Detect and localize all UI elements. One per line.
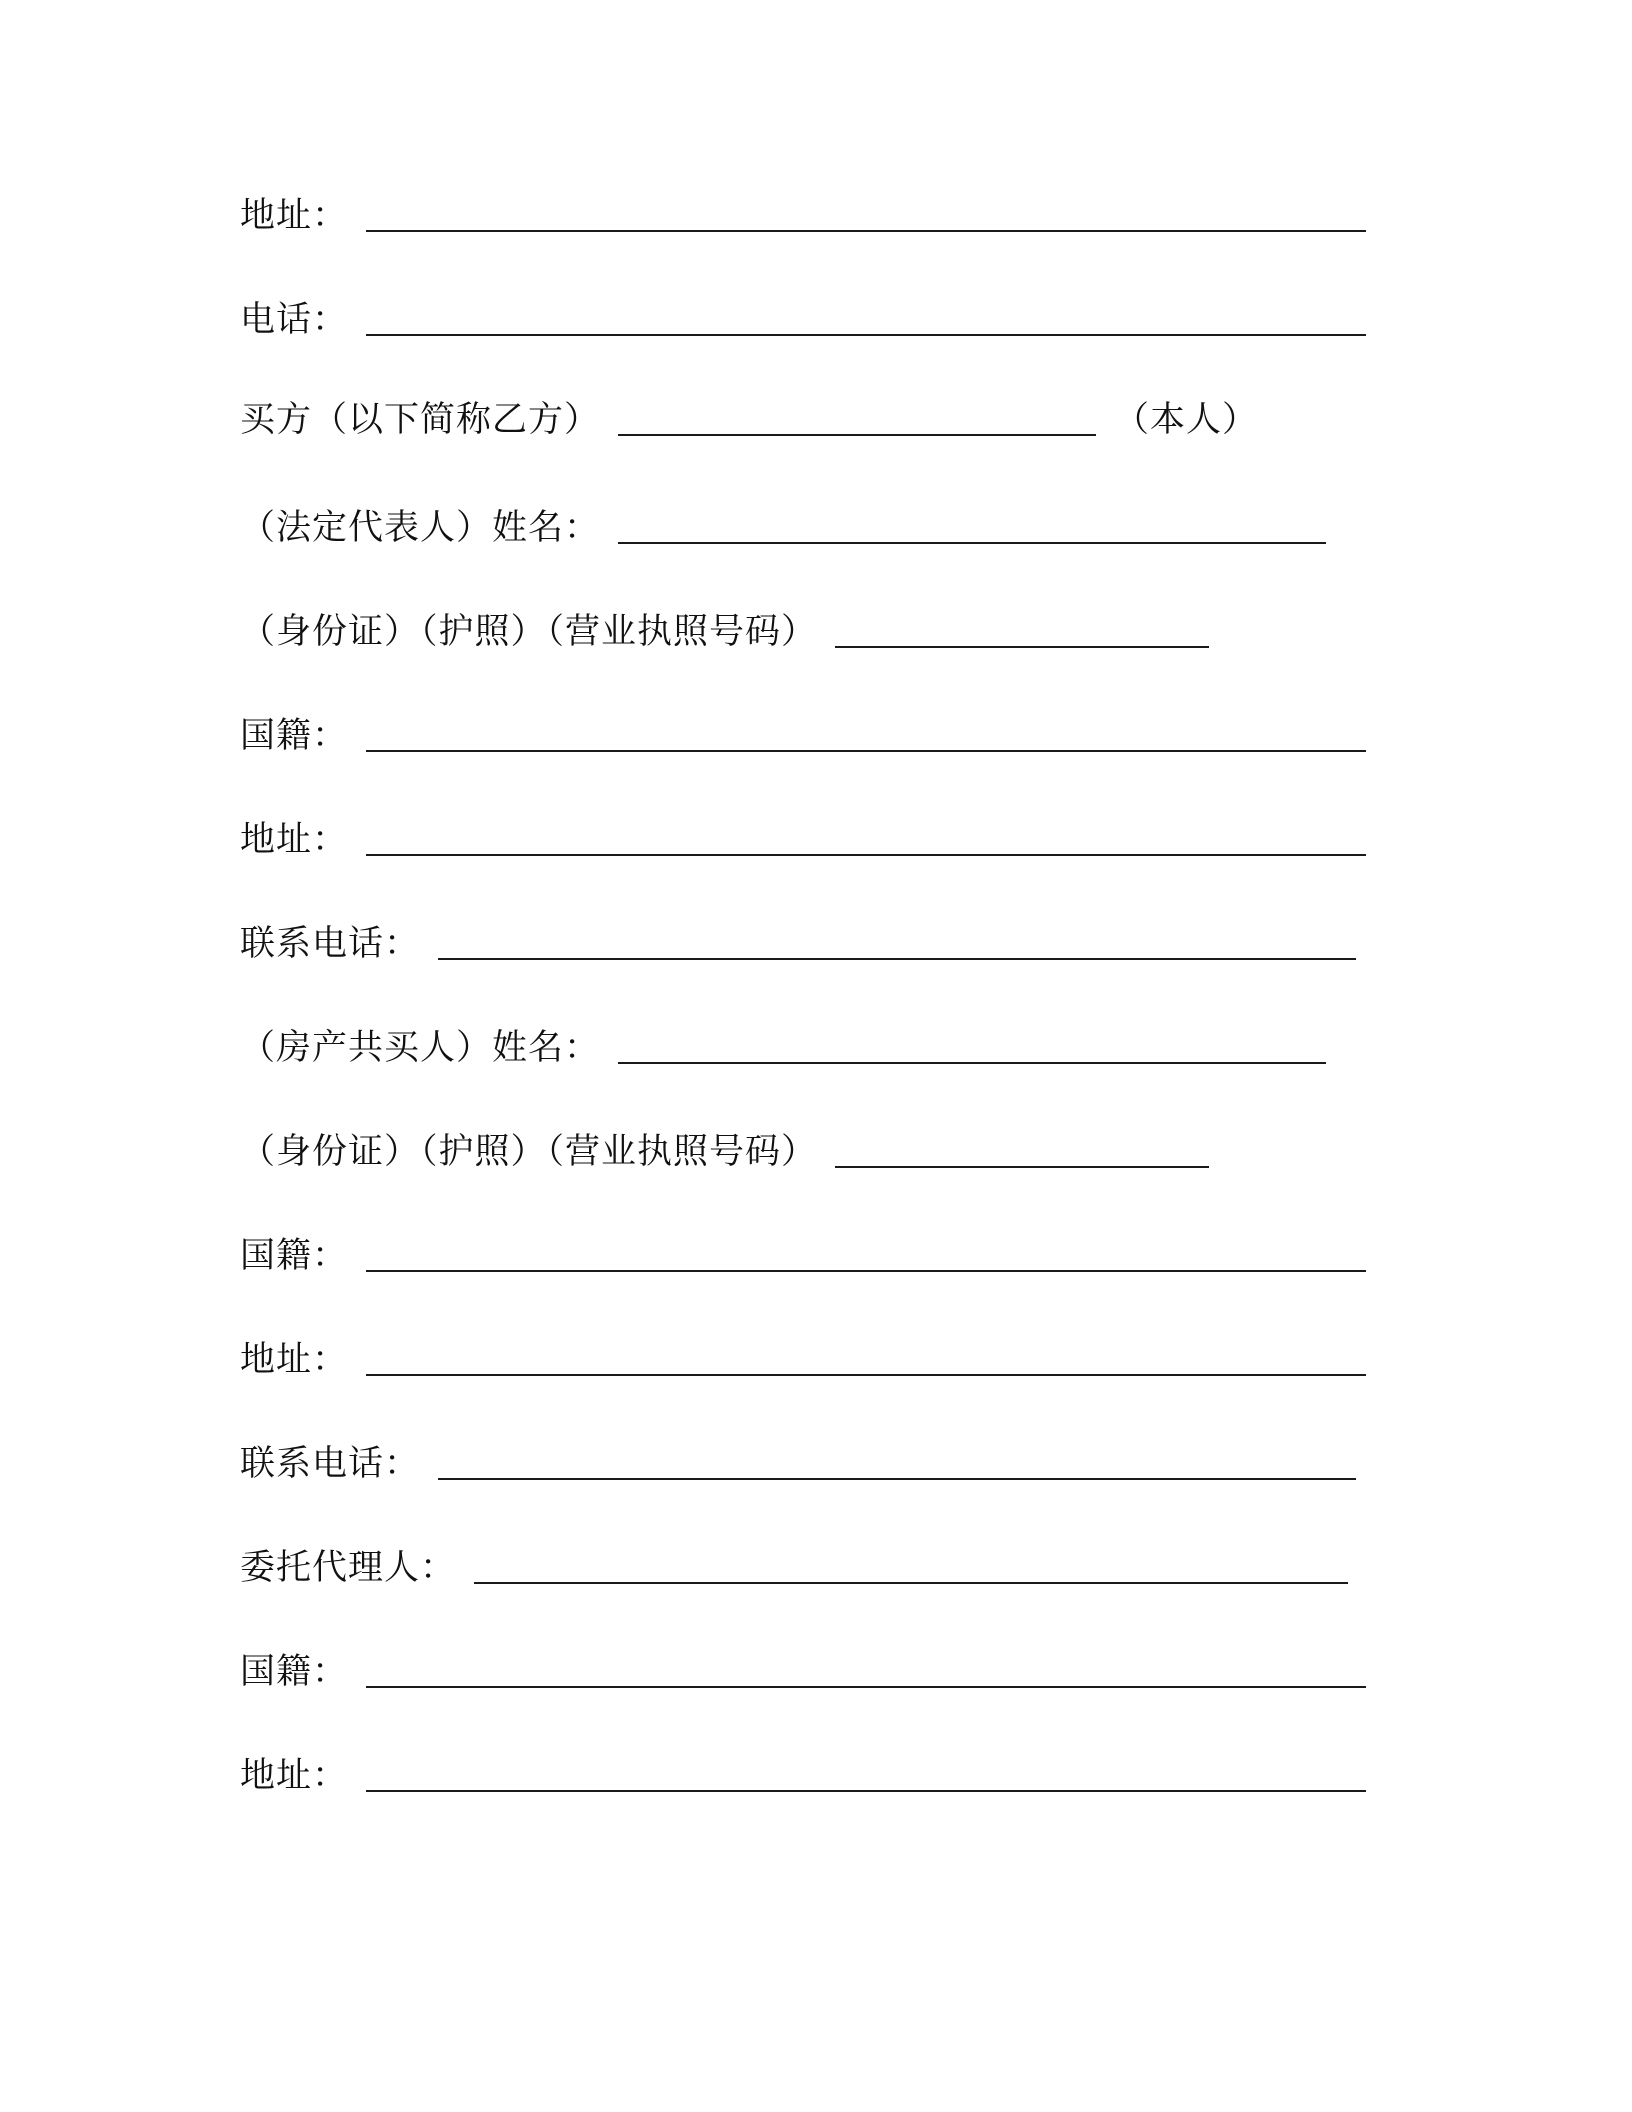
co-buyer-address-row <box>240 1326 1366 1386</box>
fill-in-blank[interactable] <box>618 512 1326 544</box>
fill-in-blank[interactable] <box>618 1032 1326 1064</box>
buyer-row <box>240 386 1258 446</box>
field-label: （房产共买人）姓名： <box>240 1028 601 1068</box>
agent-nationality-row <box>240 1638 1366 1698</box>
field-label: （身份证）（护照）（营业执照号码） <box>240 612 818 652</box>
field-label: 买方（以下简称乙方） <box>240 400 601 440</box>
fill-in-blank[interactable] <box>366 1656 1366 1688</box>
fill-in-blank[interactable] <box>438 1448 1356 1480</box>
field-label: 委托代理人： <box>240 1548 457 1588</box>
field-label: （身份证）（护照）（营业执照号码） <box>240 1132 818 1172</box>
field-label: （法定代表人）姓名： <box>240 508 601 548</box>
agent-row <box>240 1534 1348 1594</box>
legal-rep-name-row <box>240 494 1326 554</box>
field-label: 电话： <box>240 300 349 340</box>
seller-phone-row <box>240 286 1366 346</box>
field-suffix: （本人） <box>1114 400 1259 440</box>
field-label: 国籍： <box>240 1236 349 1276</box>
co-buyer-phone-row <box>240 1430 1356 1490</box>
field-label: 地址： <box>240 1340 349 1380</box>
field-label: 国籍： <box>240 1652 349 1692</box>
buyer-address-row <box>240 806 1366 866</box>
field-label: 地址： <box>240 196 349 236</box>
fill-in-blank[interactable] <box>366 1344 1366 1376</box>
buyer-phone-row <box>240 910 1356 970</box>
fill-in-blank[interactable] <box>366 824 1366 856</box>
fill-in-blank[interactable] <box>835 1136 1209 1168</box>
field-label: 联系电话： <box>240 924 421 964</box>
co-buyer-id-row <box>240 1118 1209 1178</box>
id-number-row <box>240 598 1209 658</box>
field-label: 联系电话： <box>240 1444 421 1484</box>
fill-in-blank[interactable] <box>366 304 1366 336</box>
fill-in-blank[interactable] <box>474 1552 1348 1584</box>
fill-in-blank[interactable] <box>835 616 1209 648</box>
fill-in-blank[interactable] <box>366 720 1366 752</box>
agent-address-row <box>240 1742 1366 1802</box>
fill-in-blank[interactable] <box>438 928 1356 960</box>
fill-in-blank[interactable] <box>366 200 1366 232</box>
seller-address-row <box>240 182 1366 242</box>
field-label: 国籍： <box>240 716 349 756</box>
fill-in-blank[interactable] <box>618 404 1096 436</box>
co-buyer-nationality-row <box>240 1222 1366 1282</box>
field-label: 地址： <box>240 820 349 860</box>
co-buyer-name-row <box>240 1014 1326 1074</box>
buyer-nationality-row <box>240 702 1366 762</box>
fill-in-blank[interactable] <box>366 1240 1366 1272</box>
field-label: 地址： <box>240 1756 349 1796</box>
fill-in-blank[interactable] <box>366 1760 1366 1792</box>
